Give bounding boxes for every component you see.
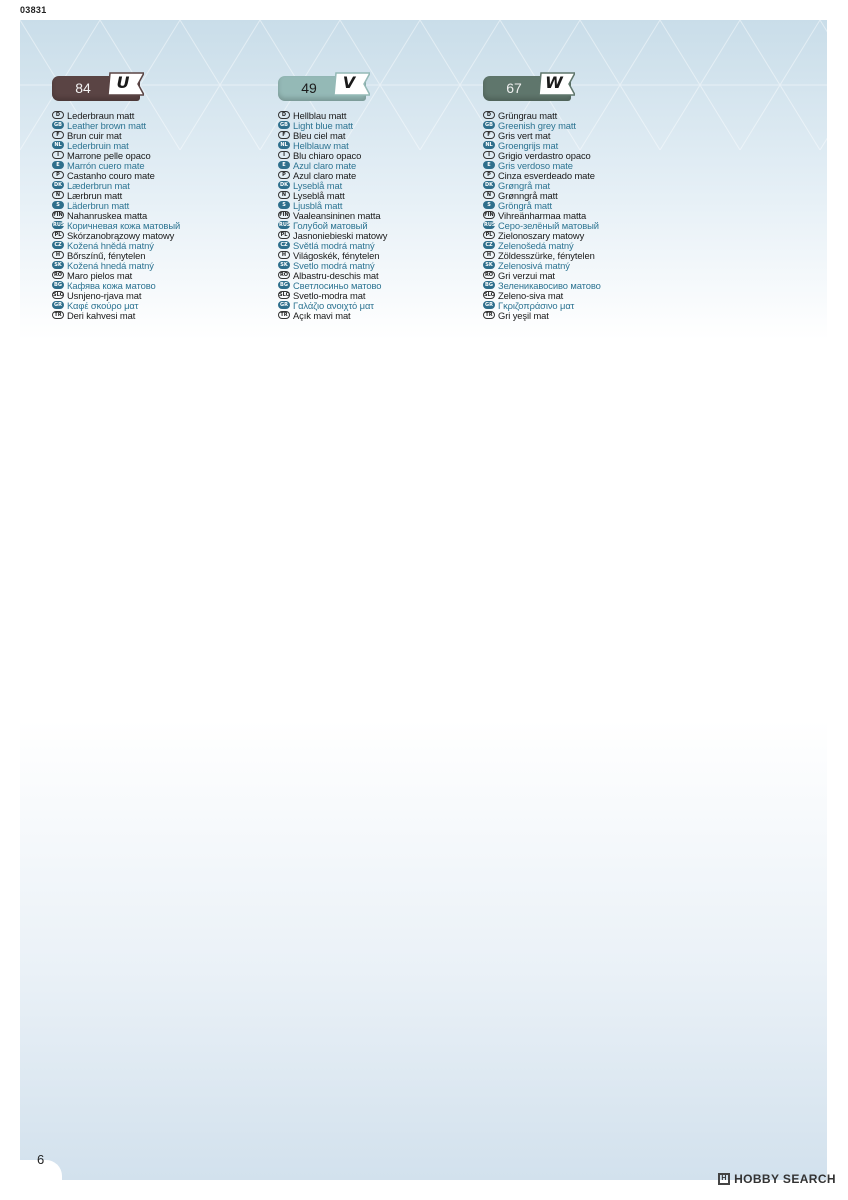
language-code-badge: I — [483, 151, 495, 159]
language-code-badge: FIN — [484, 212, 494, 218]
language-code-badge: DK — [279, 182, 289, 188]
color-name-text: Helblauw mat — [293, 139, 349, 151]
document-number: 03831 — [20, 5, 47, 15]
color-name-text: Zelenošedá matný — [498, 239, 574, 251]
color-name-row — [483, 250, 683, 260]
language-code-badge: E — [278, 161, 290, 169]
color-name-row — [483, 260, 683, 270]
language-code-badge: I — [52, 151, 64, 159]
language-code-badge: SK — [278, 261, 290, 269]
color-name-text: Svetlo-modra mat — [293, 289, 366, 301]
color-name-row — [483, 310, 683, 320]
color-name-row — [52, 130, 252, 140]
color-name-text: Groengrijs mat — [498, 139, 559, 151]
color-name-row — [52, 170, 252, 180]
color-name-row — [52, 150, 252, 160]
color-name-row — [483, 110, 683, 120]
paint-column-w — [483, 72, 683, 320]
color-name-row — [483, 140, 683, 150]
letter-flag-icon — [108, 72, 144, 96]
language-code-badge: SLO — [279, 292, 290, 298]
color-name-row — [278, 190, 478, 200]
color-name-row — [483, 120, 683, 130]
color-name-row — [483, 160, 683, 170]
language-code-badge: SLO — [53, 292, 64, 298]
color-name-text: Zöldesszürke, fénytelen — [498, 249, 595, 261]
language-code-badge: S — [483, 201, 495, 209]
color-name-text: Grüngrau matt — [498, 109, 558, 121]
color-name-row — [52, 180, 252, 190]
color-swatch — [52, 72, 152, 106]
color-name-row — [278, 110, 478, 120]
color-name-text: Blu chiaro opaco — [293, 149, 362, 161]
language-code-badge: GB — [52, 121, 64, 129]
color-name-list — [483, 110, 683, 320]
color-name-row — [278, 130, 478, 140]
language-code-badge: P — [483, 171, 495, 179]
language-code-badge: FIN — [279, 212, 289, 218]
color-name-text: Lederbraun matt — [67, 109, 135, 121]
color-name-row — [52, 270, 252, 280]
color-name-row — [52, 110, 252, 120]
color-name-text: Zeleno-siva mat — [498, 289, 564, 301]
language-code-badge: SK — [52, 261, 64, 269]
color-name-row — [278, 260, 478, 270]
color-name-row — [278, 170, 478, 180]
color-name-text: Svetlo modrá matný — [293, 259, 375, 271]
color-name-text: Světlá modrá matný — [293, 239, 375, 251]
color-name-row — [52, 310, 252, 320]
color-name-row — [52, 190, 252, 200]
color-name-row — [483, 230, 683, 240]
color-name-text: Gröngrå matt — [498, 199, 553, 211]
color-name-text: Zelenosivá matný — [498, 259, 570, 271]
color-name-text: Hellblau matt — [293, 109, 347, 121]
color-name-row — [278, 210, 478, 220]
color-name-text: Skórzanobrązowy matowy — [67, 229, 175, 241]
color-name-text: Коричневая кожа матовый — [67, 219, 181, 231]
color-name-text: Голубой матовый — [293, 219, 368, 231]
color-name-text: Зеленикавосиво матово — [498, 279, 601, 291]
language-code-badge: PL — [52, 231, 64, 239]
color-name-row — [278, 310, 478, 320]
color-name-text: Albastru-deschis mat — [293, 269, 379, 281]
language-code-badge: BG — [278, 281, 290, 289]
paint-column-v — [278, 72, 478, 320]
color-name-row — [52, 160, 252, 170]
color-name-row — [278, 150, 478, 160]
color-name-text: Lærbrun matt — [67, 189, 123, 201]
color-name-row — [278, 200, 478, 210]
color-name-list — [52, 110, 252, 320]
color-name-text: Cinza esverdeado mate — [498, 169, 595, 181]
language-code-badge: TR — [483, 311, 495, 319]
color-name-row — [483, 300, 683, 310]
color-name-row — [278, 230, 478, 240]
color-name-text: Marrone pelle opaco — [67, 149, 151, 161]
color-number: 67 — [506, 80, 522, 96]
color-name-text: Læderbrun mat — [67, 179, 130, 191]
color-name-text: Açık mavi mat — [293, 309, 351, 321]
language-code-badge: H — [483, 251, 495, 259]
color-name-list — [278, 110, 478, 320]
color-name-text: Gris verdoso mate — [498, 159, 573, 171]
color-name-text: Vihreänharmaa matta — [498, 209, 587, 221]
color-name-row — [483, 270, 683, 280]
color-name-text: Leather brown matt — [67, 119, 146, 131]
color-name-row — [52, 250, 252, 260]
color-name-text: Ljusblå matt — [293, 199, 343, 211]
color-name-text: Gris vert mat — [498, 129, 551, 141]
color-name-text: Light blue matt — [293, 119, 353, 131]
color-name-row — [52, 240, 252, 250]
color-name-row — [52, 220, 252, 230]
color-name-row — [278, 290, 478, 300]
language-code-badge: CZ — [52, 241, 64, 249]
color-name-row — [278, 280, 478, 290]
watermark — [718, 1172, 836, 1186]
color-name-text: Castanho couro mate — [67, 169, 155, 181]
color-name-text: Zielonoszary matowy — [498, 229, 585, 241]
color-name-row — [52, 290, 252, 300]
color-name-row — [52, 260, 252, 270]
letter-flag-icon — [334, 72, 370, 96]
color-name-row — [483, 280, 683, 290]
color-name-text: Grigio verdastro opaco — [498, 149, 591, 161]
color-swatch — [483, 72, 583, 106]
color-name-row — [483, 170, 683, 180]
color-name-text: Nahanruskea matta — [67, 209, 148, 221]
language-code-badge: PL — [278, 231, 290, 239]
color-name-text: Kožená hnedá matný — [67, 259, 154, 271]
color-name-row — [52, 200, 252, 210]
color-name-text: Γαλάζιο ανοιχτό ματ — [293, 299, 374, 311]
color-name-text: Jasnoniebieski matowy — [293, 229, 388, 241]
color-name-text: Καφέ σκούρο ματ — [67, 299, 139, 311]
language-code-badge: P — [52, 171, 64, 179]
language-code-badge: P — [278, 171, 290, 179]
color-name-text: Marrón cuero mate — [67, 159, 145, 171]
color-name-row — [483, 200, 683, 210]
color-name-row — [278, 270, 478, 280]
color-name-row — [52, 300, 252, 310]
color-number: 49 — [301, 80, 317, 96]
color-name-row — [278, 240, 478, 250]
language-code-badge: RO — [53, 272, 63, 278]
color-name-row — [483, 290, 683, 300]
color-name-text: Светлосиньо матово — [293, 279, 382, 291]
language-code-badge: BG — [52, 281, 64, 289]
language-code-badge: BG — [483, 281, 495, 289]
language-code-badge: GB — [278, 121, 290, 129]
language-code-badge: PL — [483, 231, 495, 239]
language-code-badge: RO — [484, 272, 494, 278]
watermark-text: HOBBY SEARCH — [734, 1172, 836, 1186]
color-name-text: Világoskék, fénytelen — [293, 249, 380, 261]
language-code-badge: RUS — [279, 222, 291, 228]
color-name-row — [278, 300, 478, 310]
language-code-badge: GB — [483, 121, 495, 129]
language-code-badge: N — [278, 191, 290, 199]
paint-column-u — [52, 72, 252, 320]
color-name-text: Bleu ciel mat — [293, 129, 346, 141]
color-name-text: Greenish grey matt — [498, 119, 576, 131]
color-name-text: Gri yeşil mat — [498, 309, 549, 321]
language-code-badge: D — [52, 111, 64, 119]
language-code-badge: SK — [483, 261, 495, 269]
color-letter: U — [116, 73, 130, 92]
color-swatch — [278, 72, 378, 106]
language-code-badge: FIN — [53, 212, 63, 218]
color-name-text: Grøngrå mat — [498, 179, 551, 191]
language-code-badge: RUS — [53, 222, 65, 228]
language-code-badge: S — [52, 201, 64, 209]
color-name-text: Grønngrå matt — [498, 189, 558, 201]
color-letter: W — [545, 73, 563, 92]
page-number: 6 — [37, 1152, 45, 1167]
color-name-text: Kožená hnědá matný — [67, 239, 154, 251]
language-code-badge: D — [483, 111, 495, 119]
color-name-text: Vaaleansininen matta — [293, 209, 381, 221]
color-name-text: Deri kahvesi mat — [67, 309, 136, 321]
color-name-text: Azul claro mate — [293, 169, 357, 181]
color-name-row — [483, 210, 683, 220]
hobby-search-logo-icon: H — [718, 1173, 730, 1185]
color-name-row — [278, 140, 478, 150]
language-code-badge: E — [483, 161, 495, 169]
color-name-row — [483, 150, 683, 160]
language-code-badge: RO — [279, 272, 289, 278]
language-code-badge: D — [278, 111, 290, 119]
language-code-badge: F — [483, 131, 495, 139]
color-name-row — [52, 120, 252, 130]
color-name-text: Lederbruin mat — [67, 139, 129, 151]
letter-flag-icon — [539, 72, 575, 96]
language-code-badge: GR — [483, 301, 495, 309]
color-name-text: Brun cuir mat — [67, 129, 122, 141]
color-name-text: Кафява кожа матово — [67, 279, 156, 291]
language-code-badge: GR — [278, 301, 290, 309]
color-name-text: Bőrszínű, fénytelen — [67, 249, 146, 261]
color-name-row — [52, 230, 252, 240]
color-name-text: Usnjeno-rjava mat — [67, 289, 142, 301]
language-code-badge: TR — [278, 311, 290, 319]
language-code-badge: E — [52, 161, 64, 169]
color-name-text: Gri verzui mat — [498, 269, 555, 281]
color-name-text: Lyseblå mat — [293, 179, 343, 191]
color-name-row — [278, 250, 478, 260]
color-name-row — [52, 280, 252, 290]
color-name-row — [278, 160, 478, 170]
language-code-badge: TR — [52, 311, 64, 319]
language-code-badge: NL — [278, 141, 290, 149]
language-code-badge: GR — [52, 301, 64, 309]
color-name-row — [52, 210, 252, 220]
language-code-badge: I — [278, 151, 290, 159]
language-code-badge: SLO — [484, 292, 495, 298]
color-name-row — [483, 240, 683, 250]
language-code-badge: N — [52, 191, 64, 199]
language-code-badge: CZ — [278, 241, 290, 249]
color-name-row — [483, 220, 683, 230]
language-code-badge: DK — [484, 182, 494, 188]
language-code-badge: H — [278, 251, 290, 259]
language-code-badge: NL — [52, 141, 64, 149]
language-code-badge: H — [52, 251, 64, 259]
color-name-text: Maro pielos mat — [67, 269, 133, 281]
color-name-text: Azul claro mate — [293, 159, 357, 171]
color-name-text: Lyseblå matt — [293, 189, 345, 201]
language-code-badge: S — [278, 201, 290, 209]
color-name-row — [483, 130, 683, 140]
color-name-row — [52, 140, 252, 150]
color-letter: V — [342, 73, 356, 92]
color-name-text: Серо-зелёный матовый — [498, 219, 599, 231]
color-name-row — [278, 220, 478, 230]
color-name-row — [278, 180, 478, 190]
language-code-badge: CZ — [483, 241, 495, 249]
language-code-badge: NL — [483, 141, 495, 149]
language-code-badge: F — [278, 131, 290, 139]
color-name-row — [483, 190, 683, 200]
color-name-row — [278, 120, 478, 130]
language-code-badge: DK — [53, 182, 63, 188]
language-code-badge: F — [52, 131, 64, 139]
color-name-row — [483, 180, 683, 190]
color-number: 84 — [75, 80, 91, 96]
language-code-badge: N — [483, 191, 495, 199]
language-code-badge: RUS — [484, 222, 496, 228]
color-name-text: Γκριζοπράσινο ματ — [498, 299, 575, 311]
color-name-text: Läderbrun matt — [67, 199, 130, 211]
